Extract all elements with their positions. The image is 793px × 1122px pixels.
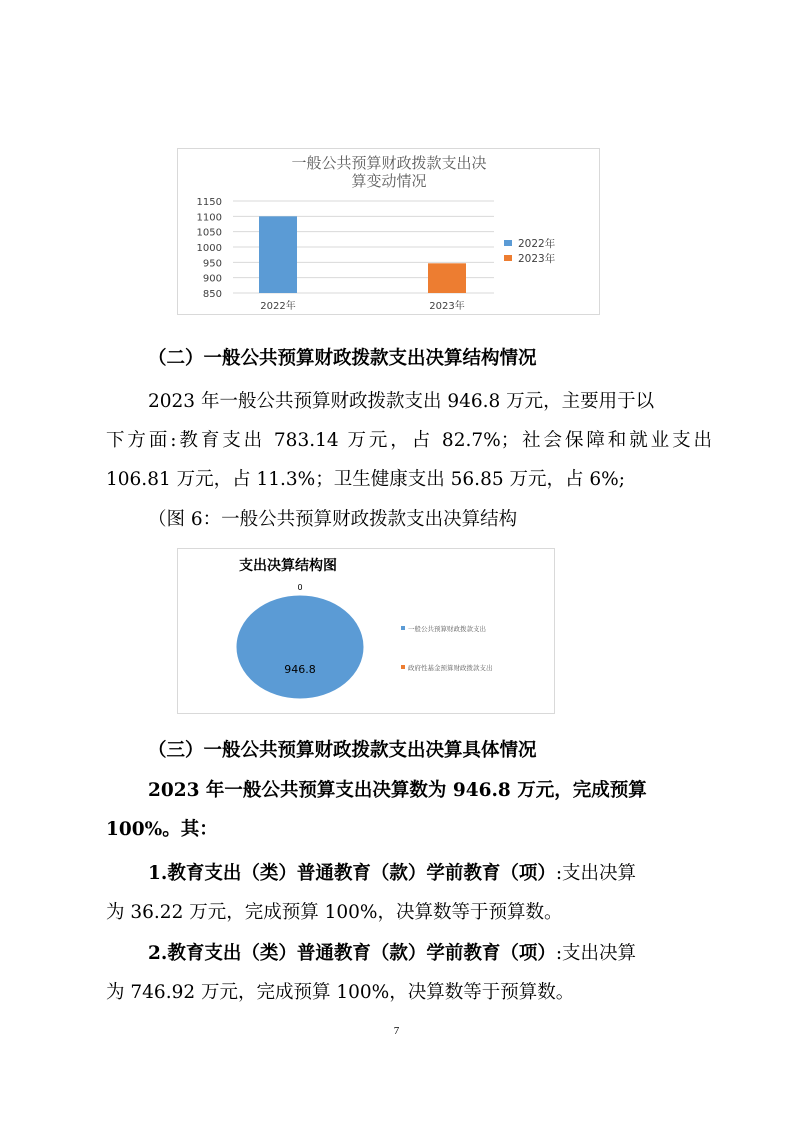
item-1-heading	[148, 862, 754, 886]
item-2-heading	[148, 942, 754, 966]
pie-chart-svg	[178, 549, 554, 713]
figure-caption: （图 6：一般公共预算财政拨款支出决算结构	[148, 509, 518, 530]
legend-label: 政府性基金预算财政拨款支出	[408, 664, 493, 672]
paragraph-line: 2023 年一般公共预算支出决算数为 946.8 万元，完成预算	[148, 780, 647, 801]
item-1-title: 1.教育支出（类）普通教育（款）学前教育（项）	[148, 863, 556, 884]
legend-swatch	[504, 240, 512, 246]
paragraph-line: 2023 年一般公共预算财政拨款支出 946.8 万元，主要用于以	[148, 391, 655, 412]
page-number: 7	[393, 1025, 400, 1037]
legend-label: 2022年	[518, 238, 556, 250]
section-heading-2: （二）一般公共预算财政拨款支出决算结构情况	[148, 348, 537, 369]
bar-2022年	[259, 216, 297, 293]
paragraph-line: 下方面:教育支出 783.14 万元，占 82.7%；社会保障和就业支出	[106, 430, 712, 451]
bar-chart	[177, 148, 600, 315]
legend-label: 2023年	[518, 253, 556, 265]
legend-swatch	[401, 665, 405, 669]
y-tick-label: 950	[202, 258, 222, 270]
pie-chart	[177, 548, 555, 714]
section-heading-3: （三）一般公共预算财政拨款支出决算具体情况	[148, 740, 537, 761]
paragraph-line: 106.81 万元，占 11.3%；卫生健康支出 56.85 万元，占 6%;	[106, 469, 625, 490]
item-2-body: 为 746.92 万元，完成预算 100%，决算数等于预算数。	[106, 982, 575, 1003]
item-2-tail: :支出决算	[555, 943, 637, 964]
y-tick-label: 1000	[196, 243, 222, 254]
item-1-body: 为 36.22 万元，完成预算 100%，决算数等于预算数。	[106, 902, 563, 923]
y-tick-label: 850	[202, 289, 222, 300]
chart-title: 一般公共预算财政拨款支出决	[291, 154, 487, 172]
chart-title: 算变动情况	[351, 172, 427, 190]
pie-slice	[236, 595, 364, 699]
legend-swatch	[401, 626, 405, 630]
legend-label: 一般公共预算财政拨款支出	[408, 625, 486, 633]
legend-swatch	[504, 255, 512, 261]
bar-chart-svg	[178, 149, 599, 314]
bar-2023年	[428, 263, 466, 293]
data-label: 0	[297, 583, 303, 592]
chart-title: 支出决算结构图	[239, 558, 337, 574]
item-1-tail: :支出决算	[555, 863, 637, 884]
item-2-title: 2.教育支出（类）普通教育（款）学前教育（项）	[148, 943, 556, 964]
y-tick-label: 1150	[196, 197, 222, 208]
y-tick-label: 1050	[196, 227, 222, 239]
paragraph-line: 100%。其：	[106, 819, 218, 840]
y-tick-label: 900	[202, 273, 222, 285]
data-label: 946.8	[284, 663, 316, 676]
x-tick-label: 2022年	[260, 301, 296, 312]
y-tick-label: 1100	[196, 212, 222, 224]
x-tick-label: 2023年	[429, 301, 465, 312]
